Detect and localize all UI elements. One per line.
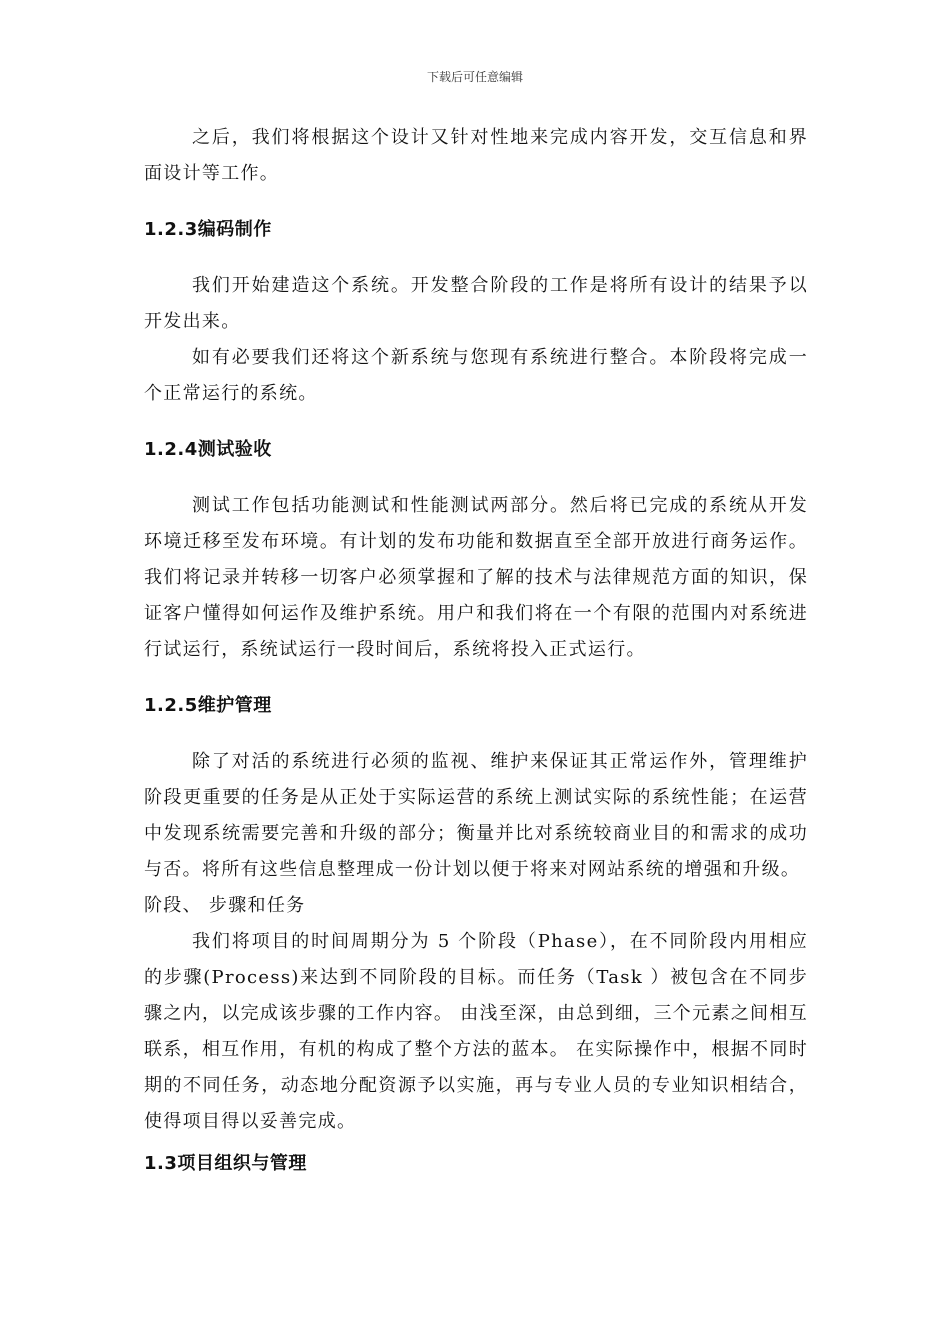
heading-1-2-3: 1.2.3编码制作 bbox=[144, 219, 272, 240]
subtitle-phases: 阶段、 步骤和任务 bbox=[144, 895, 306, 916]
paragraph-1-2-3-b: 如有必要我们还将这个新系统与您现有系统进行整合。本阶段将完成一个正常运行的系统。 bbox=[144, 347, 808, 404]
page-header: 下载后可任意编辑 bbox=[426, 70, 523, 84]
paragraph-phases: 我们将项目的时间周期分为 5 个阶段（Phase），在不同阶段内用相应的步骤(Process)来达到不同阶段的目标。而任务（Task ）被包含在不同步骤之内，以完成该步骤的工作内容。 由浅至深，由总到细，三个元素之间相互联系，相互作用，有机的构成了整个方法的蓝本。 在实际操作中，根据不同时期的不同任务，动态地分配资源予以实施，再与专业人员的专业知识相结合，使得项目得以妥善完成。 bbox=[144, 931, 808, 1132]
heading-1-2-5: 1.2.5维护管理 bbox=[144, 695, 272, 716]
intro-paragraph: 之后，我们将根据这个设计又针对性地来完成内容开发，交互信息和界面设计等工作。 bbox=[144, 127, 808, 184]
document-body bbox=[144, 120, 808, 1202]
heading-1-3: 1.3项目组织与管理 bbox=[144, 1153, 307, 1174]
paragraph-1-2-5: 除了对活的系统进行必须的监视、维护来保证其正常运作外，管理维护阶段更重要的任务是从正处于实际运营的系统上测试实际的系统性能；在运营中发现系统需要完善和升级的部分；衡量并比对系统较商业目的和需求的成功与否。将所有这些信息整理成一份计划以便于将来对网站系统的增强和升级。 bbox=[144, 751, 808, 880]
paragraph-1-2-4: 测试工作包括功能测试和性能测试两部分。然后将已完成的系统从开发环境迁移至发布环境。有计划的发布功能和数据直至全部开放进行商务运作。我们将记录并转移一切客户必须掌握和了解的技术与法律规范方面的知识，保证客户懂得如何运作及维护系统。用户和我们将在一个有限的范围内对系统进行试运行，系统试运行一段时间后，系统将投入正式运行。 bbox=[144, 495, 808, 660]
paragraph-1-2-3-a: 我们开始建造这个系统。开发整合阶段的工作是将所有设计的结果予以开发出来。 bbox=[144, 275, 808, 332]
heading-1-2-4: 1.2.4测试验收 bbox=[144, 439, 272, 460]
